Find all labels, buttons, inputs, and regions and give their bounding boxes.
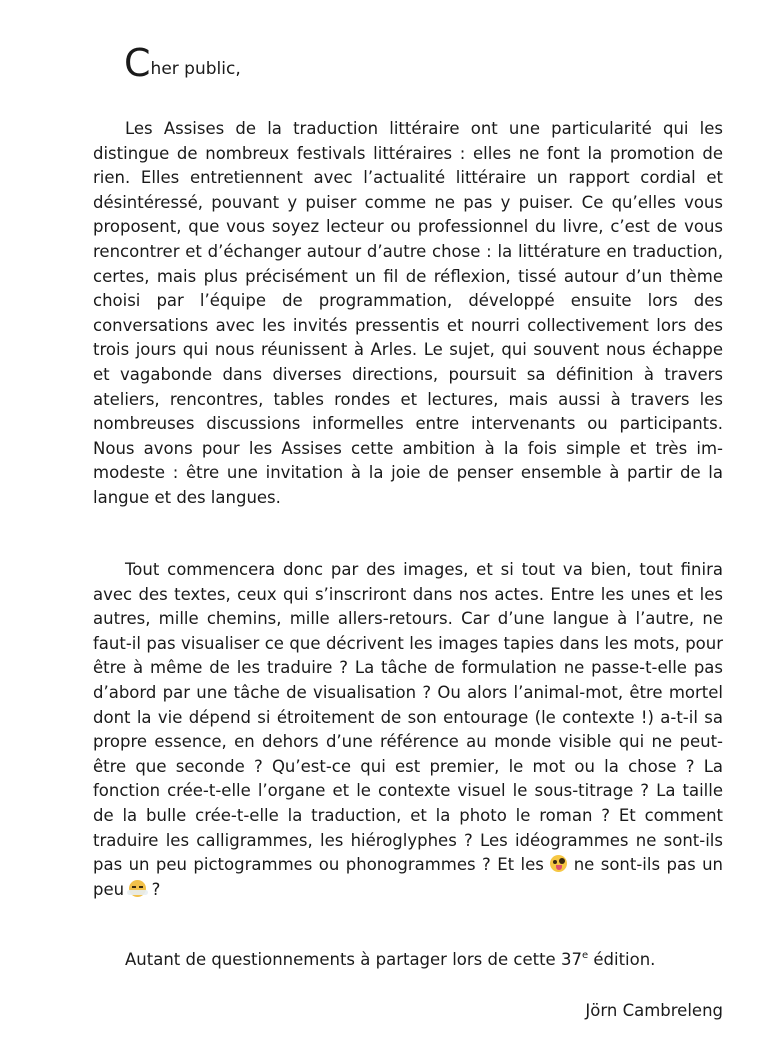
salutation-initial: C — [124, 41, 151, 85]
zany-face-icon — [550, 855, 567, 872]
paragraph-images-text: Tout commencera donc par des images, et si tout va bien, tout finira avec des textes, ceux qui s’inscriront dans nos actes. Entre les unes et les autres, mille chemins, mille allers-retours. Car d’une langue à l’autre, ne faut-il pas visualiser ce que décrivent les images tapies dans les mots, pour être à même de les traduire ? La tâche de formulation ne passe-t-elle pas d’abord par une tâche de visualisation ? Ou alors l’animal-mot, être mortel dont la vie dépend si étroitement de son entourage (le contexte !) a-t-il sa propre essence, en dehors d’une référence au monde visible qui ne peut-être que seconde ? Qu’est-ce qui est premier, le mot ou la chose ? La fonction crée-t-elle l’organe et le contexte visuel le sous-titrage ? La taille de la bulle crée-t-elle la traduction, et la photo le roman ? Et comment traduire les calligrammes, les hiéroglyphes ? Les idéogrammes ne sont-ils pas un peu pictogrammes ou phonogrammes ? Et les — [93, 560, 723, 875]
signature: Jörn Cambreleng — [585, 1001, 723, 1020]
salutation — [124, 41, 241, 85]
closing-text-end: édition. — [588, 950, 656, 969]
steam-face-icon — [129, 880, 146, 897]
paragraph-images-end: ? — [151, 879, 161, 899]
paragraph-images — [93, 558, 723, 902]
paragraph-intro: Les Assises de la traduction littéraire ont une particularité qui les distingue de nombreux festivals littéraires : elles ne font la promotion de rien. Elles entretiennent avec l’actualité littéraire un rapport cordial et désintéressé, pouvant y puiser comme ne pas y puiser. Ce qu’elles vous proposent, que vous soyez lecteur ou professionnel du livre, c’est de vous rencontrer et d’échanger autour d’autre chose : la littérature en traduction, certes, mais plus précisément un fil de réflexion, tissé autour d’un thème choisi par l’équipe de programmation, développé ensuite lors des conversations avec les invités pressentis et nourri collectivement lors des trois jours qui nous réunissent à Arles. Le sujet, qui souvent nous échappe et vagabonde dans diverses directions, poursuit sa définition à travers ateliers, rencontres, tables rondes et lectures, mais aussi à travers les nombreuses discussions informelles entre intervenants ou participants. Nous avons pour les Assises cette ambition à la fois simple et très immodeste : être une invitation à la joie de penser ensemble à partir de la langue et des langues. — [93, 119, 723, 507]
salutation-text: her public, — [150, 59, 241, 79]
closing-text: Autant de questionnements à partager lors de cette 37 — [125, 950, 582, 969]
paragraph-images-text-2: ne sont-ils pas un peu — [93, 855, 723, 899]
paragraph-closing — [93, 948, 723, 973]
closing-superscript: e — [581, 950, 589, 961]
